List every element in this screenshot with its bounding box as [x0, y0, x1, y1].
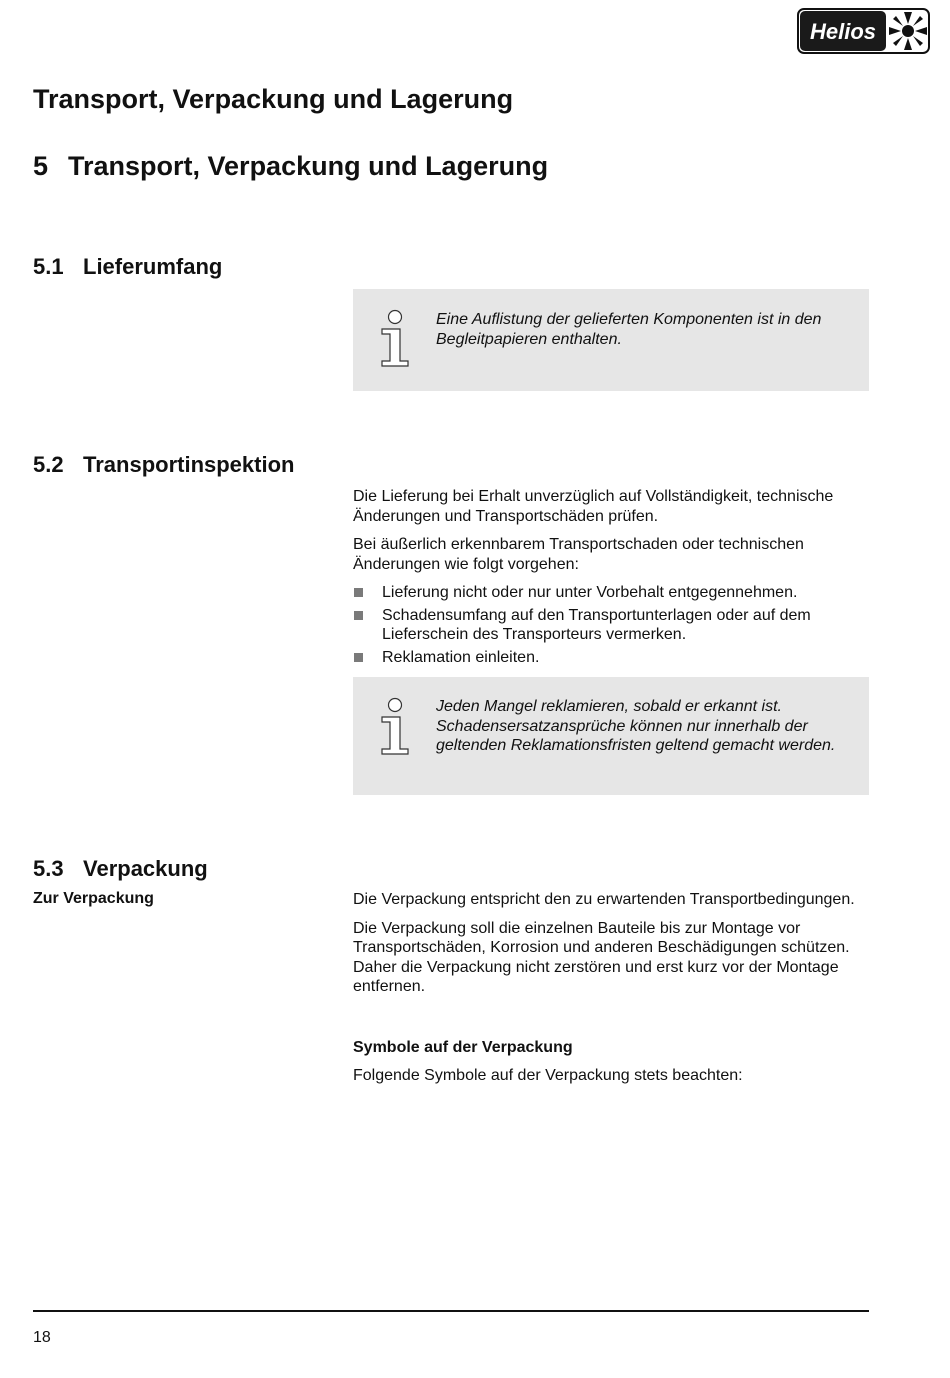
section-number: 5.2 [33, 452, 64, 477]
section-5-3-body [353, 890, 863, 1095]
paragraph: Die Verpackung soll die einzelnen Bauteile bis zur Montage vor Transportschäden, Korrosion und anderen Beschädigungen schützen. Daher die Verpackung nicht zerstören und erst kurz vor der Montage entfernen. [353, 919, 850, 995]
section-5-3-title [33, 856, 208, 882]
info-icon [379, 697, 411, 755]
list-item-text: Lieferung nicht oder nur unter Vorbehalt entgegennehmen. [382, 584, 798, 601]
bullet-square-icon [354, 653, 363, 662]
section-5-1-title [33, 254, 222, 280]
sub-heading-symbole: Symbole auf der Verpackung [353, 1038, 573, 1056]
list-item-text: Reklamation einleiten. [382, 648, 540, 666]
helios-logo [797, 8, 930, 54]
info-box-lieferumfang [353, 289, 869, 391]
section-number: 5.3 [33, 856, 64, 881]
bullet-square-icon [354, 588, 363, 597]
section-title-text: Verpackung [83, 856, 208, 881]
info-text: Jeden Mangel reklamieren, sobald er erkannt ist. Schadensersatzansprüche können nur innerhalb der geltenden Reklamationsfristen geltend gemacht werden. [436, 698, 836, 754]
info-box-reklamation [353, 677, 869, 795]
info-text: Eine Auflistung der gelieferten Komponenten ist in den Begleitpapieren enthalten. [436, 311, 822, 348]
section-5-2-title [33, 452, 294, 478]
section-number: 5.1 [33, 254, 64, 279]
list-item [353, 606, 873, 645]
list-item-text: Schadensumfang auf den Transportunterlagen oder auf dem Lieferschein des Transporteurs vermerken. [382, 606, 811, 643]
list-item [353, 583, 873, 603]
side-label-zur-verpackung: Zur Verpackung [33, 890, 154, 907]
paragraph: Folgende Symbole auf der Verpackung stets beachten: [353, 1067, 743, 1084]
bullet-list [353, 583, 873, 667]
info-icon [379, 309, 411, 367]
fan-icon [889, 12, 927, 50]
page-number: 18 [33, 1329, 51, 1346]
chapter-title [33, 151, 548, 182]
section-5-2-body [353, 487, 873, 670]
chapter-number: 5 [33, 151, 49, 181]
section-title-text: Lieferumfang [83, 254, 223, 279]
paragraph: Die Lieferung bei Erhalt unverzüglich auf Vollständigkeit, technische Änderungen und Transportschäden prüfen. [353, 488, 834, 525]
list-item [353, 648, 873, 668]
chapter-title-text: Transport, Verpackung und Lagerung [68, 151, 549, 181]
paragraph: Die Verpackung entspricht den zu erwartenden Transportbedingungen. [353, 891, 855, 908]
paragraph: Bei äußerlich erkennbarem Transportschaden oder technischen Änderungen wie folgt vorgehen: [353, 536, 804, 573]
section-title-text: Transportinspektion [83, 452, 295, 477]
footer-divider [33, 1310, 869, 1312]
page-header-title: Transport, Verpackung und Lagerung [33, 84, 514, 114]
bullet-square-icon [354, 611, 363, 620]
logo-text: Helios [809, 19, 877, 44]
